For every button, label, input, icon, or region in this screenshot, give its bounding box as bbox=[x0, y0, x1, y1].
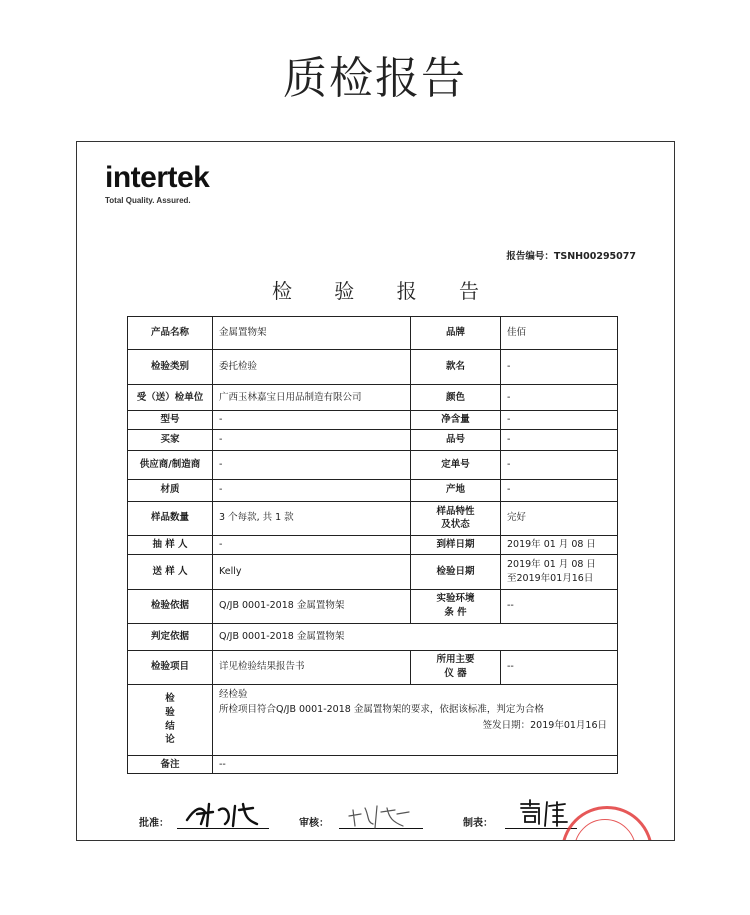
company-seal-inner-ring bbox=[574, 819, 636, 841]
label-inspection-basis: 检验依据 bbox=[128, 589, 213, 623]
table-row bbox=[128, 589, 618, 623]
value-style-name: - bbox=[501, 350, 618, 385]
value-test-environment: -- bbox=[501, 589, 618, 623]
label-inspection-type: 检验类别 bbox=[128, 350, 213, 385]
value-sample-condition: 完好 bbox=[501, 501, 618, 535]
label-main-instruments-line2: 仪 器 bbox=[444, 668, 467, 680]
conclusion-char: 检 bbox=[165, 693, 175, 704]
label-main-instruments bbox=[411, 650, 501, 684]
table-row bbox=[128, 650, 618, 684]
value-sender: Kelly bbox=[213, 554, 411, 589]
label-test-environment-line1: 实验环境 bbox=[436, 593, 475, 605]
label-order-number: 定单号 bbox=[411, 450, 501, 479]
table-row bbox=[128, 317, 618, 350]
table-row bbox=[128, 535, 618, 554]
value-item-number: - bbox=[501, 429, 618, 450]
value-inspection-date-from: 2019年 01 月 08 日 bbox=[507, 558, 596, 570]
table-row bbox=[128, 385, 618, 411]
label-origin: 产地 bbox=[411, 479, 501, 501]
value-inspection-basis: Q/JB 0001-2018 金属置物架 bbox=[213, 589, 411, 623]
value-sample-quantity: 3 个每款, 共 1 款 bbox=[213, 501, 411, 535]
approve-signature bbox=[183, 798, 263, 830]
value-main-instruments: -- bbox=[501, 650, 618, 684]
label-sampler: 抽 样 人 bbox=[128, 535, 213, 554]
value-judgment-basis: Q/JB 0001-2018 金属置物架 bbox=[213, 623, 618, 650]
table-row bbox=[128, 755, 618, 774]
label-arrival-date: 到样日期 bbox=[411, 535, 501, 554]
conclusion-char: 验 bbox=[165, 706, 175, 718]
value-net-content: - bbox=[501, 411, 618, 430]
label-test-environment-line2: 条 件 bbox=[444, 607, 467, 619]
label-test-environment bbox=[411, 589, 501, 623]
label-sample-quantity: 样品数量 bbox=[128, 501, 213, 535]
value-material: - bbox=[213, 479, 411, 501]
table-row bbox=[128, 350, 618, 385]
value-submitting-unit: 广西玉林嘉宝日用品制造有限公司 bbox=[213, 385, 411, 411]
value-brand: 佳佰 bbox=[501, 317, 618, 350]
value-inspection-date bbox=[501, 554, 618, 589]
prepare-label: 制表： bbox=[463, 818, 493, 829]
issue-date: 签发日期：2019年01月16日 bbox=[482, 719, 607, 731]
table-row bbox=[128, 479, 618, 501]
label-net-content: 净含量 bbox=[411, 411, 501, 430]
value-order-number: - bbox=[501, 450, 618, 479]
value-remarks: -- bbox=[213, 755, 618, 774]
label-sample-condition bbox=[411, 501, 501, 535]
label-inspection-date: 检验日期 bbox=[411, 554, 501, 589]
label-material: 材质 bbox=[128, 479, 213, 501]
report-title: 检 验 报 告 bbox=[271, 279, 498, 303]
value-inspection-items: 详见检验结果报告书 bbox=[213, 650, 411, 684]
prepare-signature bbox=[517, 798, 573, 828]
label-item-number: 品号 bbox=[411, 429, 501, 450]
table-row bbox=[128, 554, 618, 589]
value-buyer: - bbox=[213, 429, 411, 450]
report-table bbox=[127, 316, 618, 774]
label-sample-condition-line1: 样品特性 bbox=[436, 505, 475, 517]
table-row bbox=[128, 429, 618, 450]
label-supplier: 供应商/制造商 bbox=[128, 450, 213, 479]
table-row bbox=[128, 450, 618, 479]
label-buyer: 买家 bbox=[128, 429, 213, 450]
approve-label: 批准： bbox=[139, 818, 169, 829]
label-conclusion bbox=[128, 684, 213, 755]
label-remarks: 备注 bbox=[128, 755, 213, 774]
value-sampler: - bbox=[213, 535, 411, 554]
value-inspection-date-to: 至2019年01月16日 bbox=[507, 572, 594, 584]
value-supplier: - bbox=[213, 450, 411, 479]
conclusion-line2: 所检项目符合Q/JB 0001-2018 金属置物架的要求，依据该标准，判定为合格 bbox=[219, 704, 544, 716]
logo-wordmark: intertek bbox=[105, 161, 210, 194]
review-signature bbox=[347, 802, 417, 830]
logo-tagline: Total Quality. Assured. bbox=[105, 196, 191, 205]
label-judgment-basis: 判定依据 bbox=[128, 623, 213, 650]
review-label: 审核： bbox=[299, 818, 329, 829]
table-row bbox=[128, 411, 618, 430]
value-model: - bbox=[213, 411, 411, 430]
table-row bbox=[128, 684, 618, 755]
value-inspection-type: 委托检验 bbox=[213, 350, 411, 385]
intertek-logo bbox=[105, 162, 209, 205]
table-row bbox=[128, 501, 618, 535]
label-color: 颜色 bbox=[411, 385, 501, 411]
label-sender: 送 样 人 bbox=[128, 554, 213, 589]
label-submitting-unit: 受（送）检单位 bbox=[128, 385, 213, 411]
label-brand: 品牌 bbox=[411, 317, 501, 350]
label-product-name: 产品名称 bbox=[128, 317, 213, 350]
conclusion-char: 论 bbox=[165, 734, 175, 746]
value-arrival-date: 2019年 01 月 08 日 bbox=[501, 535, 618, 554]
conclusion-text bbox=[213, 684, 618, 755]
value-product-name: 金属置物架 bbox=[213, 317, 411, 350]
page-title: 质检报告 bbox=[283, 53, 467, 104]
label-style-name: 款名 bbox=[411, 350, 501, 385]
value-color: - bbox=[501, 385, 618, 411]
report-document bbox=[76, 141, 675, 841]
label-inspection-items: 检验项目 bbox=[128, 650, 213, 684]
value-origin: - bbox=[501, 479, 618, 501]
report-number: 报告编号：TSNH00295077 bbox=[506, 251, 636, 262]
label-model: 型号 bbox=[128, 411, 213, 430]
conclusion-line1: 经检验 bbox=[219, 688, 248, 700]
label-main-instruments-line1: 所用主要 bbox=[436, 654, 475, 666]
label-sample-condition-line2: 及状态 bbox=[441, 519, 470, 531]
conclusion-char: 结 bbox=[165, 720, 175, 732]
table-row bbox=[128, 623, 618, 650]
